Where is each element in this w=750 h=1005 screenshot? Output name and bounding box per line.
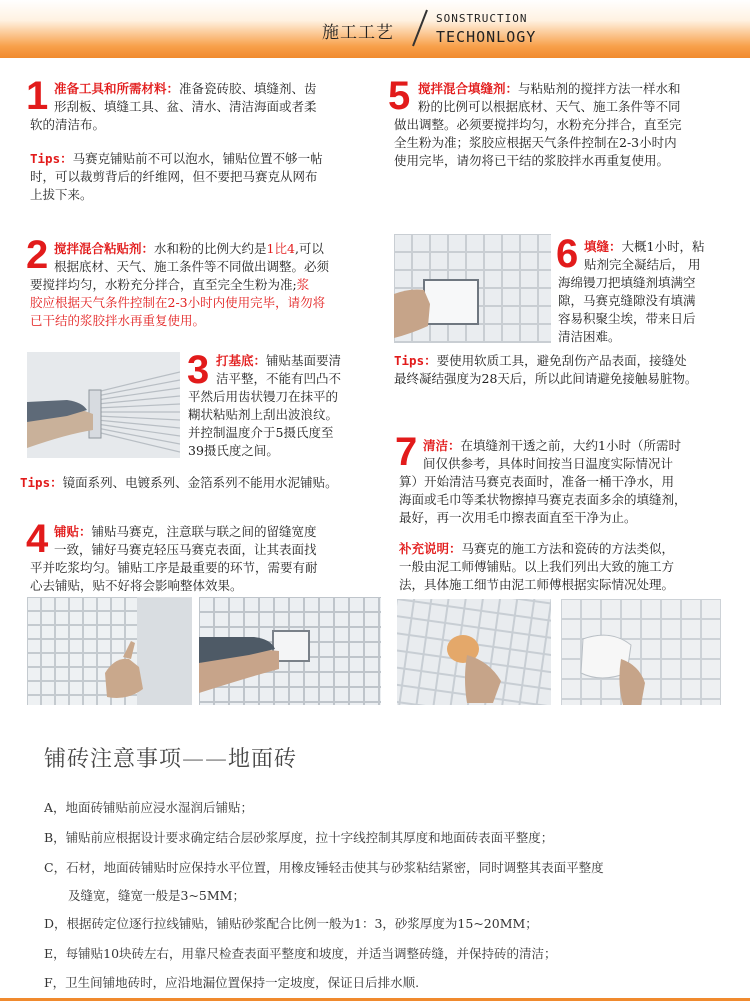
step-4-line4: 心去铺贴，贴不好将会影响整体效果。 [30,578,243,593]
step-2-line2: 根据底材、天气、施工条件等不同做出调整。必须 [54,259,330,274]
step-7-title: 清洁： [423,438,461,453]
header-subtitle-1: SONSTRUCTION [436,12,528,25]
step-1-tips-line3: 上拔下来。 [30,187,93,202]
step-3-line2: 洁平整，不能有凹凸不 [216,371,342,386]
step-1-line3: 软的清洁布。 [30,117,106,132]
step-7-photo-left [397,599,551,705]
header-subtitle-2: TECHONLOGY [436,28,537,46]
step-7-photo-right [561,599,721,705]
step-6-line2: 贴剂完全凝结后， 用 [584,257,701,272]
step-3-tips-text: 镜面系列、电镀系列、金箔系列不能用水泥铺贴。 [62,475,338,490]
step-1-title: 准备工具和所需材料： [54,81,180,96]
step-3-tips [20,474,338,492]
step-2-number: 2 [26,233,49,277]
supplement-line2: 一般由泥工师傅铺贴。以上我们列出大致的施工方 [399,559,675,574]
step-3-photo [27,352,180,458]
step-4-title: 铺贴： [54,524,92,539]
step-6-number: 6 [556,232,579,276]
step-6-line1 [584,238,704,256]
tips-label: Tips： [20,475,63,490]
step-1-number: 1 [26,74,49,118]
step-3-line1-text: 铺贴基面要清 [266,353,342,368]
step-3-number: 3 [187,348,210,392]
floor-item-d: D，根据砖定位逐行拉线铺贴，铺贴砂浆配合比例一般为1：3，砂浆厚度为15~20MM； [44,916,538,931]
step-5-number: 5 [388,74,411,118]
step-4-line2: 一致，铺好马赛克轻压马赛克表面，让其表面找 [54,542,317,557]
step-6-line3: 海绵镘刀把填缝剂填满空 [558,275,696,290]
step-6-line1-text: 大概1小时，粘 [621,239,705,254]
step-1-tips-line2: 时，可以裁剪背后的纤维网，但不要把马赛克从网布 [30,169,318,184]
tile-level-illustration [199,597,381,705]
step-5-title: 搅拌混合填缝剂： [418,81,519,96]
step-6-tips [394,352,687,370]
header-title: 施工工艺 [322,23,394,43]
step-2-ratio: 1比4 [266,241,295,256]
step-5-line3: 做出调整。必须要搅拌均匀，水粉充分拌合，直至完 [394,117,682,132]
step-7-line2: 间仅供参考，具体时间按当日温度实际情况计 [423,456,674,471]
step-7-number: 7 [395,430,418,474]
floor-item-c-line2: 及缝宽，缝宽一般是3~5MM； [68,888,245,903]
step-6-tips-line2: 最终凝结强度为28天后，所以此间请避免接触易脏物。 [394,371,698,386]
step-3-line1 [216,352,341,370]
floor-item-e: E，每铺贴10块砖左右，用靠尺检查表面平整度和坡度，并适当调整砖缝，并保持砖的清洁； [44,946,557,961]
tile-press-illustration [27,597,192,705]
slash-divider-icon [410,8,430,48]
step-1-tips-line1: 马赛克铺贴前不可以泡水，铺贴位置不够一帖 [72,151,323,166]
supplement-line3: 法，具体施工细节由泥工师傅根据实际情况处理。 [399,577,675,592]
step-4-line1-text: 铺贴马赛克，注意联与联之间的留缝宽度 [91,524,317,539]
towel-wipe-illustration [561,599,721,705]
step-4-line1 [54,523,317,541]
step-7-line3: 算）开始清洁马赛克表面时，准备一桶干净水，用 [399,474,675,489]
step-1-tips [30,150,323,168]
step-3-line4: 糊状粘贴剂上刮出波浪纹。 [188,407,339,422]
footer-rule [0,998,750,1001]
supplement-line1 [399,540,674,558]
floor-item-a: A，地面砖铺贴前应浸水湿润后铺贴； [44,800,254,815]
step-7-line4: 海面或毛巾等柔状物擦掉马赛克表面多余的填缝剂， [399,492,687,507]
step-6-line6: 清洁困难。 [558,329,621,344]
step-5-line2: 粉的比例可以根据底材、天气、施工条件等不同 [418,99,681,114]
step-3-line5: 并控制温度介于5摄氏度至 [188,425,334,440]
tips-label: Tips： [30,151,73,166]
step-2-line1c: ,可以 [294,241,324,256]
step-3-line3: 平然后用齿状镘刀在抹平的 [188,389,339,404]
step-6-photo [394,234,551,343]
step-2-line3a: 要搅拌均匀，水粉充分拌合，直至完全生粉为准; [30,277,297,292]
step-2-line1 [54,240,324,258]
step-2-line3b: 浆 [296,277,310,292]
step-6-tips-line1: 要使用软质工具，避免刮伤产品表面，接缝处 [436,353,687,368]
step-1-line1: 准备瓷砖胶、填缝剂、齿 [179,81,317,96]
step-7-line1-text: 在填缝剂干透之前，大约1小时（所需时 [460,438,681,453]
step-2-line4: 胶应根据天气条件控制在2-3小时内使用完毕，请勿将 [30,295,326,310]
supplement-title: 补充说明： [399,541,462,556]
step-5-line5: 使用完毕，请勿将已干结的浆胶拌水再重复使用。 [394,153,670,168]
floor-item-b: B，铺贴前应根据设计要求确定结合层砂浆厚度，拉十字线控制其厚度和地面砖表面平整度； [44,830,554,845]
step-6-line5: 容易积聚尘埃，带来日后 [558,311,696,326]
step-1-line2: 形刮板、填缝工具、盆、清水、清洁海面或者柔 [54,99,317,114]
step-1-text [54,80,317,98]
step-5-line1-text: 与粘贴剂的搅拌方法一样水和 [518,81,681,96]
step-2-line1a: 水和粉的比例大约是 [154,241,267,256]
step-4-photo-left [27,597,192,705]
step-4-number: 4 [26,517,49,561]
floor-item-f: F，卫生间铺地砖时，应沿地漏位置保持一定坡度，保证日后排水顺. [44,975,420,990]
step-5-line4: 全生粉为准；浆胶应根据天气条件控制在2-3小时内 [394,135,677,150]
step-4-line3: 平并吃浆均匀。铺贴工序是最重要的环节，需要有耐 [30,560,318,575]
step-2-line3 [30,276,309,294]
step-5-line1 [418,80,681,98]
sponge-clean-illustration [397,599,551,705]
supplement-line1-text: 马赛克的施工方法和瓷砖的方法类似， [461,541,675,556]
trowel-illustration [27,352,180,458]
step-2-title: 搅拌混合粘贴剂： [54,241,155,256]
floor-section-title: 铺砖注意事项——地面砖 [44,747,298,772]
step-3-line6: 39摄氏度之间。 [188,443,279,458]
floor-item-c-line1: C，石材，地面砖铺贴时应保持水平位置，用橡皮锤轻击使其与砂浆粘结紧密，同时调整其表面平整度 [44,860,604,875]
step-7-line5: 最好，再一次用毛巾擦表面直至干净为止。 [399,510,637,525]
step-7-line1 [423,437,681,455]
step-6-title: 填缝： [584,239,622,254]
step-3-title: 打基底： [216,353,267,368]
step-4-photo-right [199,597,381,705]
step-6-line4: 隙，马赛克缝隙没有填满 [558,293,696,308]
grout-float-illustration [394,234,551,343]
tips-label: Tips： [394,353,437,368]
step-2-line5: 已干结的浆胶拌水再重复使用。 [30,313,206,328]
